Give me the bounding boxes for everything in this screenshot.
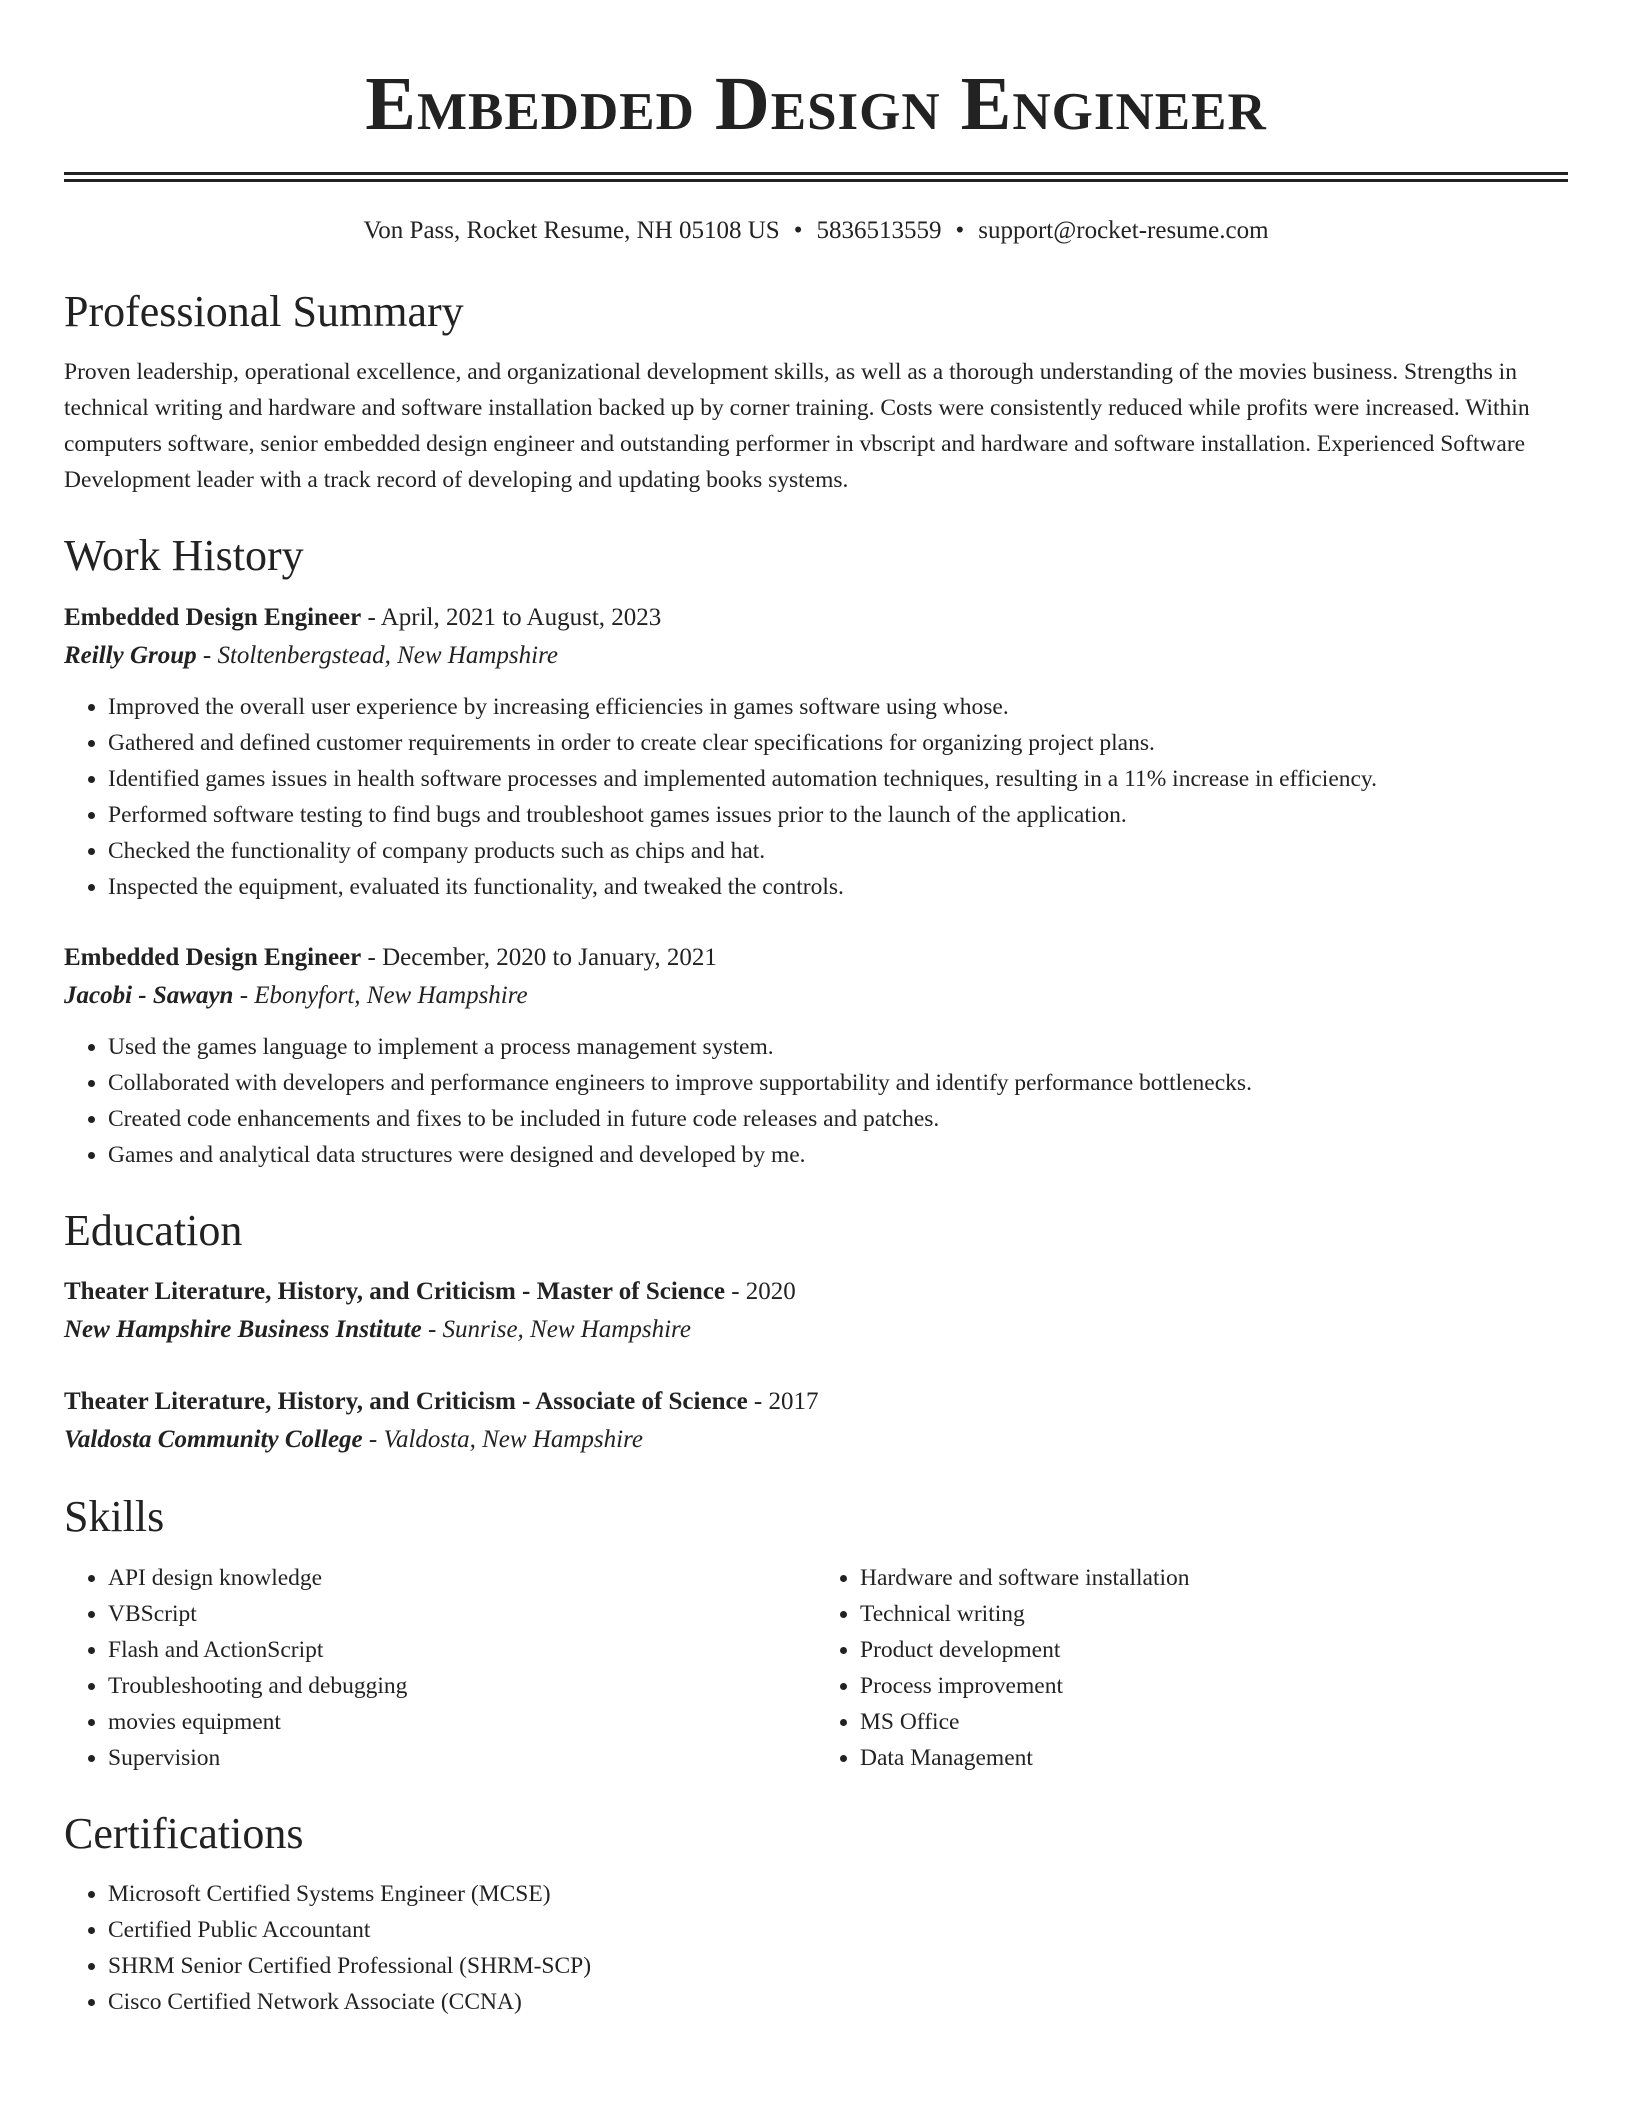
job-company: Reilly Group — [64, 641, 197, 669]
summary-heading: Professional Summary — [64, 287, 464, 336]
list-item: • Games and analytical data structures were designed and developed by me. — [108, 1137, 1568, 1173]
degree-year: - 2020 — [724, 1278, 796, 1306]
list-item: • Flash and ActionScript — [108, 1632, 816, 1668]
degree-line — [64, 1383, 1568, 1421]
contact-email: support@rocket-resume.com — [978, 217, 1269, 244]
degree: Theater Literature, History, and Criticism - Master of Science — [64, 1278, 725, 1306]
certifications-heading: Certifications — [64, 1808, 304, 1858]
school: Valdosta Community College — [64, 1426, 363, 1454]
job-title: Embedded Design Engineer — [64, 943, 362, 971]
list-item: • API design knowledge — [108, 1560, 816, 1596]
title-divider — [64, 172, 1568, 182]
list-item: • Improved the overall user experience by increasing efficiencies in games software using whose. — [108, 689, 1568, 725]
job-title-line — [64, 599, 1568, 637]
list-item: • Technical writing — [860, 1596, 1568, 1632]
skills-right-column — [816, 1560, 1568, 1776]
education-heading: Education — [64, 1205, 243, 1255]
list-item: • Troubleshooting and debugging — [108, 1668, 816, 1704]
job-company-line — [64, 637, 1568, 675]
list-item: • Supervision — [108, 1740, 816, 1776]
school: New Hampshire Business Institute — [64, 1316, 422, 1344]
certifications-list — [64, 1876, 1568, 2020]
contact-address: Von Pass, Rocket Resume, NH 05108 US — [363, 217, 780, 244]
list-item: • Inspected the equipment, evaluated its functionality, and tweaked the controls. — [108, 869, 1568, 905]
job-title-line — [64, 939, 1568, 977]
list-item: • Created code enhancements and fixes to be included in future code releases and patches. — [108, 1101, 1568, 1137]
job-bullets — [64, 689, 1568, 905]
summary-text: Proven leadership, operational excellence, and organizational development skills, as well as a thorough understanding of the movies business. Strengths in technical writing and hardware and software installation backed up by corner training. Costs were consistently reduced while profits were increased. Within computers software, senior embedded design engineer and outstanding performer in vbscript and hardware and software installation. Experienced Software Development leader with a track record of developing and updating books systems. — [64, 359, 1530, 494]
list-item: • Hardware and software installation — [860, 1560, 1568, 1596]
job-dates: - April, 2021 to August, 2023 — [361, 603, 662, 631]
degree-line — [64, 1273, 1568, 1311]
skills-heading: Skills — [64, 1492, 165, 1542]
job-title: Embedded Design Engineer — [64, 603, 362, 631]
school-location: - Sunrise, New Hampshire — [421, 1316, 691, 1344]
list-item: • Used the games language to implement a process management system. — [108, 1029, 1568, 1065]
list-item: • Gathered and defined customer requirements in order to create clear specifications for organizing project plans. — [108, 725, 1568, 761]
school-line — [64, 1311, 1568, 1349]
list-item: • Checked the functionality of company products such as chips and hat. — [108, 833, 1568, 869]
job-entry — [64, 599, 1568, 905]
list-item: • movies equipment — [108, 1704, 816, 1740]
job-bullets — [64, 1029, 1568, 1173]
list-item: • Cisco Certified Network Associate (CCNA) — [108, 1984, 1568, 2020]
list-item: • SHRM Senior Certified Professional (SHRM-SCP) — [108, 1948, 1568, 1984]
list-item: • Identified games issues in health software processes and implemented automation techniques, resulting in a 11% increase in efficiency. — [108, 761, 1568, 797]
list-item: • VBScript — [108, 1596, 816, 1632]
job-location: - Stoltenbergstead, New Hampshire — [196, 641, 558, 669]
list-item: • Product development — [860, 1632, 1568, 1668]
list-item: • Process improvement — [860, 1668, 1568, 1704]
list-item: • Performed software testing to find bugs and troubleshoot games issues prior to the launch of the application. — [108, 797, 1568, 833]
list-item: • Data Management — [860, 1740, 1568, 1776]
list-item: • Collaborated with developers and performance engineers to improve supportability and identify performance bottlenecks. — [108, 1065, 1568, 1101]
job-entry — [64, 939, 1568, 1173]
school-location: - Valdosta, New Hampshire — [362, 1426, 643, 1454]
list-item: • Certified Public Accountant — [108, 1912, 1568, 1948]
job-company-line — [64, 977, 1568, 1015]
resume-title: Embedded Design Engineer — [365, 62, 1267, 146]
job-company: Jacobi - Sawayn — [64, 981, 234, 1009]
degree-year: - 2017 — [747, 1388, 819, 1416]
contact-phone: 5836513559 — [816, 217, 942, 244]
school-line — [64, 1421, 1568, 1459]
education-entry — [64, 1273, 1568, 1349]
list-item: • Microsoft Certified Systems Engineer (MCSE) — [108, 1876, 1568, 1912]
skills-columns — [64, 1560, 1568, 1776]
skills-left-column — [64, 1560, 816, 1776]
list-item: • MS Office — [860, 1704, 1568, 1740]
contact-separator: • — [793, 217, 803, 244]
job-location: - Ebonyfort, New Hampshire — [233, 981, 528, 1009]
degree: Theater Literature, History, and Criticism - Associate of Science — [64, 1388, 748, 1416]
job-dates: - December, 2020 to January, 2021 — [361, 943, 717, 971]
contact-line — [64, 216, 1568, 246]
education-entry — [64, 1383, 1568, 1459]
work-history-heading: Work History — [64, 531, 304, 581]
contact-separator: • — [955, 217, 965, 244]
